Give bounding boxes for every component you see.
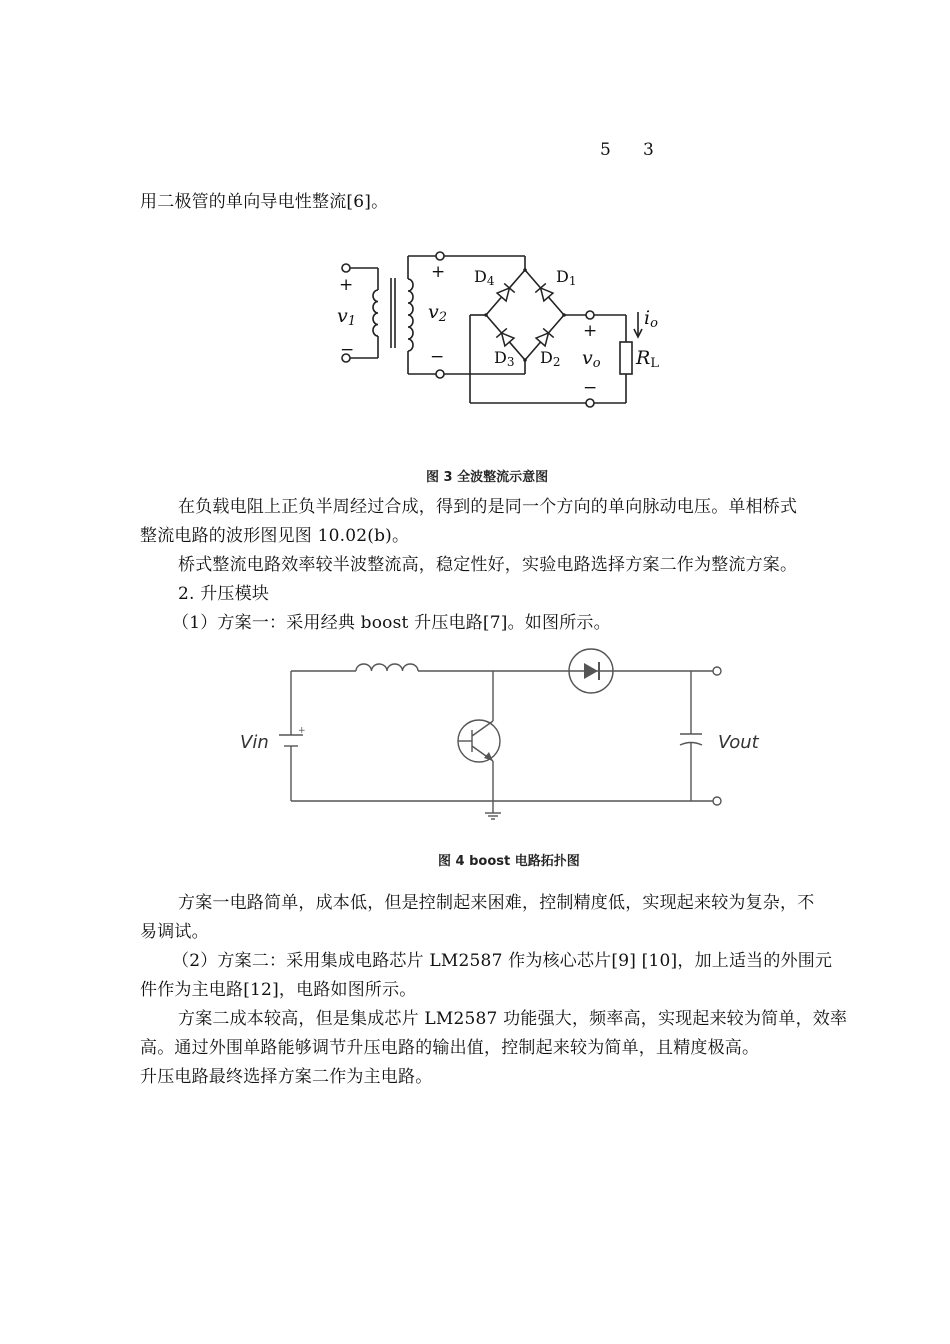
rl-label: R xyxy=(636,347,651,369)
v2-subscript: 2 xyxy=(438,310,448,325)
d2-subscript: 2 xyxy=(552,355,561,369)
svg-text:v1 xyxy=(337,305,356,329)
svg-text:D4 xyxy=(474,267,495,288)
v1-plus-sign: + xyxy=(339,275,354,295)
d1-subscript: 1 xyxy=(568,274,577,288)
bridge-rectifier-diagram xyxy=(330,248,659,408)
d4-subscript: 4 xyxy=(486,274,495,288)
vo-plus-sign: + xyxy=(583,321,598,341)
svg-text:vo xyxy=(582,347,601,371)
svg-text:RL xyxy=(635,347,659,371)
page-number-left: 5 xyxy=(600,140,611,160)
figure-3-caption: 图 3 全波整流示意图 xyxy=(426,470,549,485)
vo-label: v xyxy=(582,347,593,369)
paragraph-line: 桥式整流电路效率较半波整流高，稳定性好，实验电路选择方案二作为整流方案。 xyxy=(178,555,798,575)
v1-label: v xyxy=(337,305,348,327)
paragraph-line: 方案二成本较高，但是集成芯片 LM2587 功能强大，频率高，实现起来较为简单，效率 xyxy=(178,1009,848,1029)
primary-coil xyxy=(373,290,378,336)
vo-subscript: o xyxy=(592,356,601,371)
v2-plus-sign: + xyxy=(431,262,446,282)
vout-terminal-bottom xyxy=(713,797,721,805)
input-terminal-top xyxy=(342,264,350,272)
d1-label: D xyxy=(556,267,569,286)
d2-label: D xyxy=(540,348,553,367)
vin-label: Vin xyxy=(240,732,269,753)
paragraph-line: （1）方案一：采用经典 boost 升压电路[7]。如图所示。 xyxy=(172,613,611,633)
paragraph-line: 升压电路最终选择方案二作为主电路。 xyxy=(140,1067,433,1087)
section-heading: 2. 升压模块 xyxy=(178,584,270,604)
svg-text:D2 xyxy=(540,348,560,369)
rl-subscript: L xyxy=(650,356,659,371)
svg-text:D1 xyxy=(556,267,576,288)
svg-text:D3 xyxy=(494,348,514,369)
vout-terminal-top xyxy=(713,667,721,675)
v1-minus-sign: − xyxy=(340,340,355,360)
paragraph-line: （2）方案二：采用集成电路芯片 LM2587 作为核心芯片[9] [10]，加上适当的外围元 xyxy=(172,951,833,971)
figure-4-caption: 图 4 boost 电路拓扑图 xyxy=(438,854,580,869)
secondary-coil xyxy=(408,279,413,351)
v2-label: v xyxy=(428,301,439,323)
svg-text:io xyxy=(644,307,658,331)
diode-symbol xyxy=(584,663,598,679)
v1-subscript: 1 xyxy=(347,314,357,329)
output-terminal-top xyxy=(586,311,594,319)
paragraph-line: 件作为主电路[12]，电路如图所示。 xyxy=(140,980,417,1000)
secondary-terminal-bottom xyxy=(436,370,444,378)
svg-text:v2 xyxy=(428,301,447,325)
boost-converter-diagram xyxy=(235,645,759,820)
d3-label: D xyxy=(494,348,507,367)
paragraph-line: 高。通过外围单路能够调节升压电路的输出值，控制起来较为简单，且精度极高。 xyxy=(140,1038,760,1058)
vo-minus-sign: − xyxy=(583,378,598,398)
io-label: i xyxy=(644,307,651,329)
d4-label: D xyxy=(474,267,487,286)
paragraph-line: 易调试。 xyxy=(140,922,209,942)
battery-plus-sign: + xyxy=(298,726,306,736)
inductor xyxy=(356,664,418,671)
paragraph-line: 方案一电路简单，成本低，但是控制起来困难，控制精度低，实现起来较为复杂，不 xyxy=(178,893,815,913)
load-resistor xyxy=(620,342,632,374)
v2-minus-sign: − xyxy=(430,347,445,367)
d3-subscript: 3 xyxy=(506,355,515,369)
page-number-right: 3 xyxy=(643,140,654,160)
paragraph-line: 在负载电阻上正负半周经过合成，得到的是同一个方向的单向脉动电压。单相桥式 xyxy=(178,497,798,517)
io-subscript: o xyxy=(650,316,658,331)
paragraph-line: 用二极管的单向导电性整流[6]。 xyxy=(140,192,389,212)
secondary-terminal-top xyxy=(436,252,444,260)
output-terminal-bottom xyxy=(586,399,594,407)
vout-label: Vout xyxy=(718,732,759,753)
paragraph-line: 整流电路的波形图见图 10.02(b)。 xyxy=(140,526,410,546)
